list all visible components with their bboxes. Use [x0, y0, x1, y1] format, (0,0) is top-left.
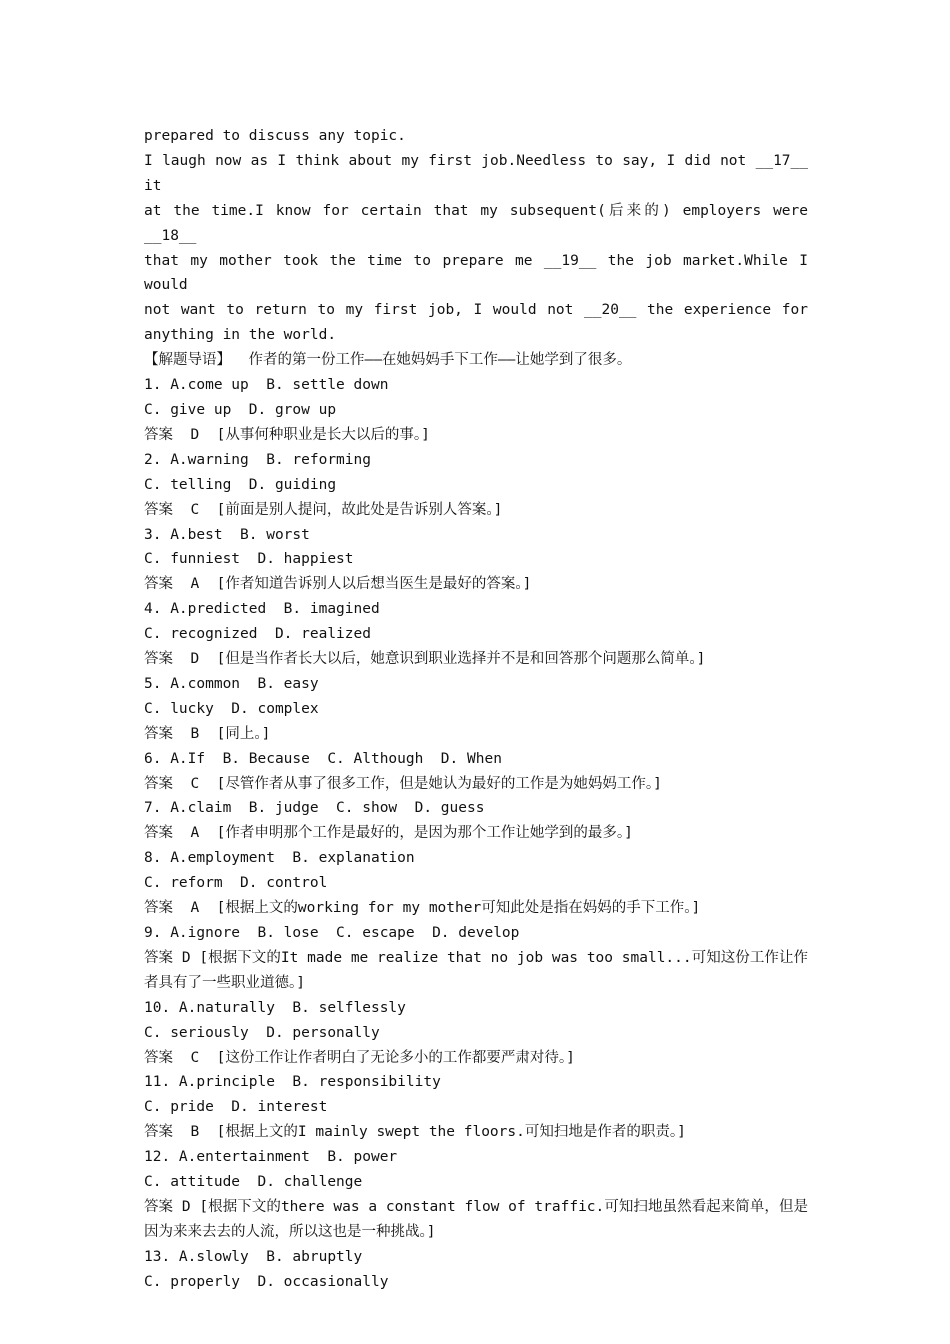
question-line: C. give up D. grow up [144, 401, 337, 418]
passage-line: at the time.I know for certain that my subsequent(后来的) employers were __18__ [144, 202, 808, 244]
question-line: C. seriously D. personally [144, 1024, 380, 1041]
question-line: C. recognized D. realized [144, 626, 371, 643]
question-line: 10. A.naturally B. selflessly [144, 999, 406, 1016]
question-line: C. telling D. guiding [144, 476, 337, 493]
document-page [144, 124, 808, 1295]
question-line: 1. A.come up B. settle down [144, 377, 389, 394]
question-line: 6. A.If B. Because C. Although D. When [144, 750, 502, 767]
answer-line: 答案 C [尽管作者从事了很多工作，但是她认为最好的工作是为她妈妈工作。] [144, 775, 662, 792]
answer-line: 答案 C [前面是别人提问，故此处是告诉别人答案。] [144, 501, 503, 518]
answer-line: 答案 D [但是当作者长大以后，她意识到职业选择并不是和回答那个问题那么简单。] [144, 651, 706, 668]
answer-line: 答案 A [作者知道告诉别人以后想当医生是最好的答案。] [144, 576, 532, 593]
question-line: 8. A.employment B. explanation [144, 850, 415, 867]
question-line: C. funniest D. happiest [144, 551, 354, 568]
question-line: 13. A.slowly B. abruptly [144, 1248, 363, 1265]
question-line: C. pride D. interest [144, 1099, 328, 1116]
passage-line: prepared to discuss any topic. [144, 128, 406, 144]
question-line: 4. A.predicted B. imagined [144, 601, 380, 618]
answer-line: 答案 C [这份工作让作者明白了无论多小的工作都要严肃对待。] [144, 1049, 575, 1066]
answer-line: 答案 B [同上。] [144, 725, 271, 742]
question-line: 9. A.ignore B. lose C. escape D. develop [144, 925, 520, 941]
question-line: C. lucky D. complex [144, 700, 319, 717]
passage-line: that my mother took the time to prepare me __19__ the job market.While I would [144, 252, 808, 294]
answer-line: 答案 A [根据上文的working for my mother可知此处是指在妈妈的手下工作。] [144, 900, 701, 917]
passage-line: I laugh now as I think about my first job.Needless to say, I did not __17__ it [144, 152, 808, 194]
answer-line: 答案 B [根据上文的I mainly swept the floors.可知扫地是作者的职责。] [144, 1124, 686, 1141]
question-line: 2. A.warning B. reforming [144, 451, 371, 468]
question-line: 3. A.best B. worst [144, 526, 310, 543]
guide-heading: 【解题导语】 作者的第一份工作——在她妈妈手下工作——让她学到了很多。 [144, 352, 632, 369]
answer-line: 答案 A [作者申明那个工作是最好的，是因为那个工作让她学到的最多。] [144, 825, 633, 842]
question-line: 7. A.claim B. judge C. show D. guess [144, 800, 485, 817]
passage-line: not want to return to my first job, I would not __20__ the experience for [144, 302, 808, 319]
question-line: C. properly D. occasionally [144, 1273, 389, 1290]
question-line: 12. A.entertainment B. power [144, 1149, 398, 1166]
question-line: 5. A.common B. easy [144, 675, 319, 692]
passage-line: anything in the world. [144, 327, 337, 344]
question-line: C. reform D. control [144, 875, 328, 892]
question-line: C. attitude D. challenge [144, 1174, 363, 1191]
question-line: 11. A.principle B. responsibility [144, 1074, 441, 1091]
answer-line: 答案 D [根据下文的there was a constant flow of traffic.可知扫地虽然看起来简单，但是因为来来去去的人流，所以这也是一种挑战。] [144, 1198, 808, 1240]
answer-line: 答案 D [从事何种职业是长大以后的事。] [144, 426, 430, 443]
answer-line: 答案 D [根据下文的It made me realize that no job was too small...可知这份工作让作者具有了一些职业道德。] [144, 949, 808, 991]
